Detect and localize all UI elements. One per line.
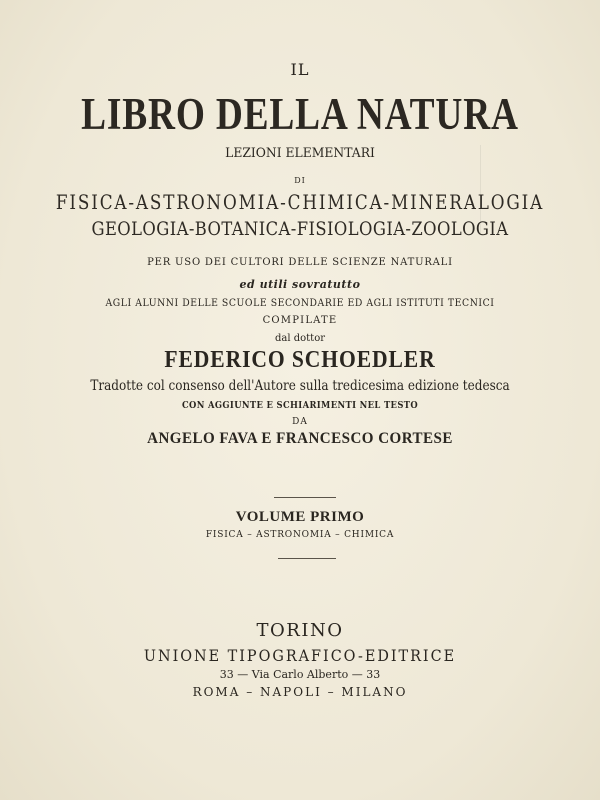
audience-emphasis: ed utili sovratutto [239,278,361,291]
compiled-label: COMPILATE [262,315,338,326]
sciences-line-1: FISICA-ASTRONOMIA-CHIMICA-MINERALOGIA [55,190,545,214]
author-name: FEDERICO SCHOEDLER [164,347,436,373]
divider-top [274,497,336,498]
title-article: IL [290,60,310,79]
volume-contents: FISICA – ASTRONOMIA – CHIMICA [205,530,395,540]
publication-city: TORINO [256,620,344,641]
translators-connector: DA [292,417,308,427]
publisher-name: UNIONE TIPOGRAFICO-EDITRICE [143,646,457,665]
volume-title: VOLUME PRIMO [235,509,365,525]
book-subtitle: LEZIONI ELEMENTARI [225,146,375,161]
publisher-address: 33 — Via Carlo Alberto — 33 [219,668,381,681]
translation-note: Tradotte col consenso dell'Autore sulla tredicesima edizione tedesca [90,378,510,394]
book-title: LIBRO DELLA NATURA [81,89,519,139]
audience-line: PER USO DEI CULTORI DELLE SCIENZE NATURALI [147,257,453,268]
branch-cities: ROMA – NAPOLI – MILANO [192,685,408,699]
audience-students: AGLI ALUNNI DELLE SCUOLE SECONDARIE ED AGLI ISTITUTI TECNICI [105,298,495,309]
translator-names: ANGELO FAVA E FRANCESCO CORTESE [147,430,453,447]
additions-note: CON AGGIUNTE E SCHIARIMENTI NEL TESTO [181,401,418,411]
subtitle-connector: DI [294,176,306,185]
divider-bottom [278,558,336,559]
by-doctor-label: dal dottor [275,333,325,344]
sciences-line-2: GEOLOGIA-BOTANICA-FISIOLOGIA-ZOOLOGIA [91,218,509,240]
